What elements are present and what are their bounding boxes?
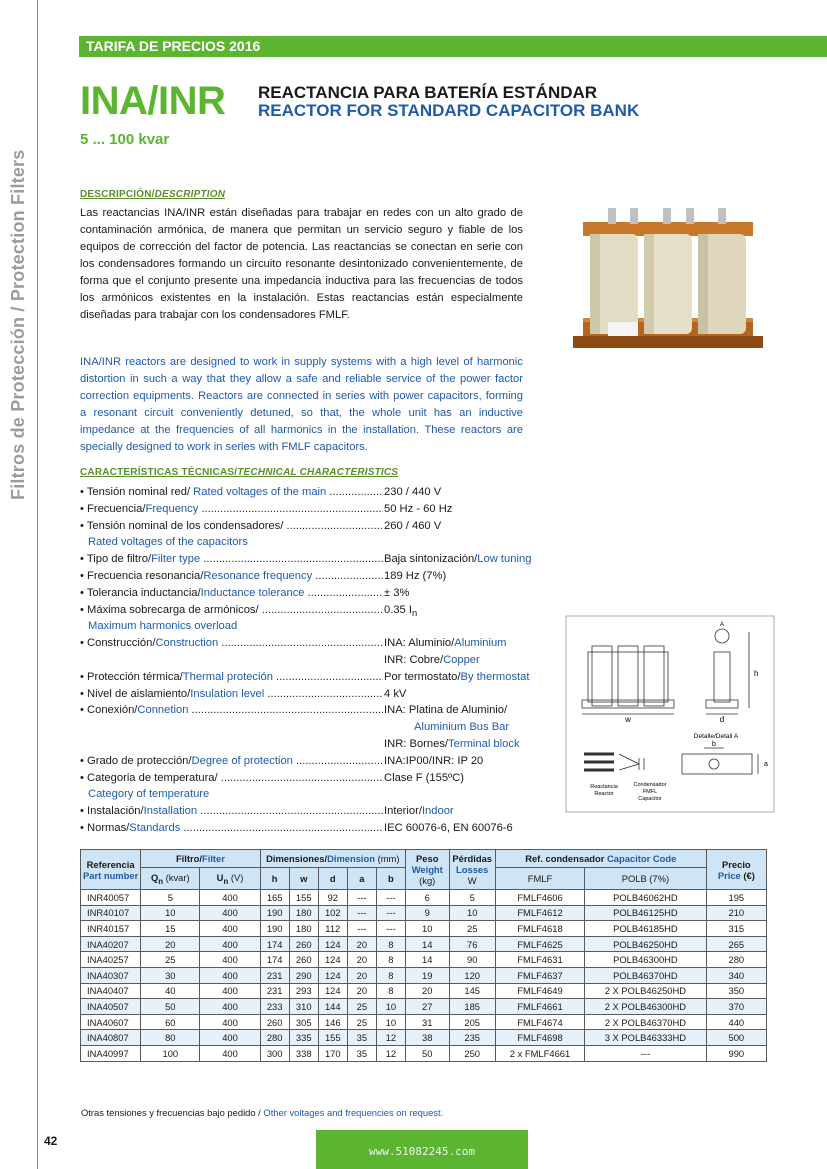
table-cell: INR40157 [81, 921, 141, 937]
col-price: Precio Price (€) [706, 850, 766, 890]
description-heading: DESCRIPCIÓN/DESCRIPTION [80, 189, 226, 200]
table-cell: 25 [347, 1014, 376, 1030]
spec-construction-inr: INR: Cobre/Copper [384, 653, 480, 666]
table-cell: 231 [260, 967, 289, 983]
col-fmlf: FMLF [495, 868, 584, 890]
spec-frequency: • Frecuencia/Frequency ..... 50 Hz - 60 Hz [80, 501, 560, 518]
table-cell: 5 [141, 890, 200, 906]
description-text-es: Las reactancias INA/INR están diseñadas para trabajar en redes con un alto grado de contaminación armónica, de manera que permitan un servicio seguro y fiable de los equipos de corrección del factor de potencia. Las reactancias se conectan en serie con los condensadores formando un circuito resonante desintonizado convenientemente, de forma que el conjunto presente una impedancia inductiva para las frecuencias de todos los armónicos existentes en la instalación. Estas reactancias están especialmente diseñadas para trabajar con los condensadores FMLF. [80, 207, 523, 321]
table-cell: 20 [347, 967, 376, 983]
table-cell: 250 [449, 1045, 495, 1061]
table-row [81, 905, 767, 921]
price-list-title: TARIFA DE PRECIOS 2016 [86, 38, 261, 54]
table-cell: 400 [200, 967, 260, 983]
table-cell: 10 [376, 999, 405, 1015]
table-cell: FMLF4698 [495, 1030, 584, 1046]
table-cell: 235 [449, 1030, 495, 1046]
table-cell: 315 [706, 921, 766, 937]
table-cell: 12 [376, 1045, 405, 1061]
table-cell: 14 [405, 936, 449, 952]
table-cell: FMLF4674 [495, 1014, 584, 1030]
table-cell: 124 [318, 936, 347, 952]
table-cell: 300 [260, 1045, 289, 1061]
spec-installation: • Instalación/Installation ..... Interior/Indoor [80, 803, 560, 820]
table-cell: 210 [706, 905, 766, 921]
table-cell: 174 [260, 936, 289, 952]
table-cell: 185 [449, 999, 495, 1015]
table-cell: 305 [289, 1014, 318, 1030]
table-cell: 310 [289, 999, 318, 1015]
col-polb: POLB (7%) [585, 868, 706, 890]
table-cell: 2 X POLB46250HD [585, 983, 706, 999]
table-cell: 280 [260, 1030, 289, 1046]
table-row [81, 1045, 767, 1061]
table-footnote: Otras tensiones y frecuencias bajo pedido / Other voltages and frequencies on request. [81, 1107, 444, 1118]
col-un: $U_n$ (V) [200, 868, 260, 890]
diagram-capacitor: Condensador FMFL Capacitor [633, 782, 667, 802]
table-row [81, 952, 767, 968]
table-cell: 112 [318, 921, 347, 937]
col-d: d [318, 868, 347, 890]
table-cell: INR40107 [81, 905, 141, 921]
col-ref: Referencia Part number [81, 850, 141, 890]
table-cell: 280 [706, 952, 766, 968]
website-url: www.51082245.com [369, 1145, 475, 1158]
table-cell: 6 [405, 890, 449, 906]
sidebar-title: Filtros de Protección / Protection Filters [8, 149, 28, 500]
table-cell: INA40807 [81, 1030, 141, 1046]
col-weight: Peso Weight (kg) [405, 850, 449, 890]
table-cell: INA40257 [81, 952, 141, 968]
diagram-label-h: h [754, 669, 759, 678]
spec-resonance-frequency: • Frecuencia resonancia/Resonance frequency ..... 189 Hz (7%) [80, 568, 560, 585]
table-cell: 170 [318, 1045, 347, 1061]
table-cell: INA40207 [81, 936, 141, 952]
reactor-photo [568, 200, 768, 370]
table-cell: 20 [347, 983, 376, 999]
table-cell: 8 [376, 936, 405, 952]
table-cell: 60 [141, 1014, 200, 1030]
table-cell: 25 [347, 999, 376, 1015]
table-cell: --- [585, 1045, 706, 1061]
table-cell: 400 [200, 905, 260, 921]
product-title-en: REACTOR FOR STANDARD CAPACITOR BANK [258, 101, 640, 120]
page-margin-line [37, 0, 38, 1169]
table-cell: 145 [449, 983, 495, 999]
table-cell: --- [376, 921, 405, 937]
table-cell: INA40997 [81, 1045, 141, 1061]
table-row [81, 967, 767, 983]
table-cell: 370 [706, 999, 766, 1015]
table-cell: 38 [405, 1030, 449, 1046]
spec-capacitor-voltage-en: Rated voltages of the capacitors [88, 536, 248, 549]
col-filter: Filtro/Filter [141, 850, 260, 868]
diagram-label-a2: a [764, 761, 768, 768]
price-table-body [81, 890, 767, 1062]
table-cell: POLB46300HD [585, 952, 706, 968]
table-cell: 9 [405, 905, 449, 921]
table-cell: FMLF4631 [495, 952, 584, 968]
table-cell: FMLF4606 [495, 890, 584, 906]
table-cell: 174 [260, 952, 289, 968]
table-cell: 10 [376, 1014, 405, 1030]
spec-connection-en: Aluminium Bus Bar [414, 721, 510, 734]
dimension-diagram [564, 614, 776, 814]
table-cell: 14 [405, 952, 449, 968]
col-capacitor: Ref. condensador Capacitor Code [495, 850, 706, 868]
table-cell: 100 [141, 1045, 200, 1061]
col-dimension: Dimensiones/Dimension (mm) [260, 850, 405, 868]
table-cell: INA40507 [81, 999, 141, 1015]
table-cell: 40 [141, 983, 200, 999]
spec-standards: • Normas/Standards ..... IEC 60076-6, EN 60076-6 [80, 820, 560, 837]
table-cell: 27 [405, 999, 449, 1015]
spec-temperature-category-en: Category of temperature [88, 788, 210, 801]
technical-specs [80, 484, 560, 837]
table-cell: --- [347, 890, 376, 906]
spec-temperature-category: • Categoria de temperatura/ ..... Clase F (155ºC) [80, 770, 560, 787]
spec-inductance-tolerance: • Tolerancia inductancia/Inductance tolerance ..... ± 3% [80, 585, 560, 602]
table-cell: 293 [289, 983, 318, 999]
table-cell: 400 [200, 1030, 260, 1046]
table-cell: FMLF4661 [495, 999, 584, 1015]
table-cell: 144 [318, 999, 347, 1015]
table-cell: INA40407 [81, 983, 141, 999]
spec-connection: • Conexión/Connetion ..... INA: Platina de Aluminio/ [80, 702, 560, 719]
table-cell: 290 [289, 967, 318, 983]
table-cell: POLB46062HD [585, 890, 706, 906]
table-cell: 8 [376, 983, 405, 999]
table-cell: --- [347, 921, 376, 937]
table-cell: POLB46370HD [585, 967, 706, 983]
table-cell: 20 [405, 983, 449, 999]
table-cell: --- [376, 905, 405, 921]
table-cell: 102 [318, 905, 347, 921]
product-model: INA/INR [80, 79, 226, 123]
table-cell: 19 [405, 967, 449, 983]
table-cell: 25 [141, 952, 200, 968]
table-cell: 990 [706, 1045, 766, 1061]
table-cell: 50 [405, 1045, 449, 1061]
table-cell: 20 [141, 936, 200, 952]
table-row [81, 999, 767, 1015]
table-cell: 231 [260, 983, 289, 999]
table-cell: 20 [347, 936, 376, 952]
diagram-label-a: A [719, 622, 725, 628]
table-cell: FMLF4637 [495, 967, 584, 983]
col-losses: Pérdidas Losses W [449, 850, 495, 890]
table-cell: POLB46125HD [585, 905, 706, 921]
table-cell: 205 [449, 1014, 495, 1030]
table-cell: 25 [449, 921, 495, 937]
product-title-es: REACTANCIA PARA BATERÍA ESTÁNDAR [258, 83, 598, 102]
diagram-label-d: d [719, 715, 725, 724]
table-cell: 350 [706, 983, 766, 999]
description-text-en: INA/INR reactors are designed to work in supply systems with a high level of harmonic distortion in such a way that they allow a safe and reliable service of the power factor correction equipments. Reactors are connected in series with power capacitors, forming a resonant circuit conveniently detuned, so that, the whole unit has an inductive impedance at the frequencies of all harmonics in the installation. These reactors are specially designed to work in series with FMLF capacitors. [80, 356, 523, 453]
table-cell: 260 [289, 936, 318, 952]
table-cell: 335 [289, 1030, 318, 1046]
table-cell: 80 [141, 1030, 200, 1046]
table-cell: 233 [260, 999, 289, 1015]
table-cell: 400 [200, 1014, 260, 1030]
table-cell: 120 [449, 967, 495, 983]
table-cell: FMLF4625 [495, 936, 584, 952]
table-cell: 400 [200, 999, 260, 1015]
table-cell: 400 [200, 936, 260, 952]
table-cell: 76 [449, 936, 495, 952]
diagram-reactor: Reactancia Reactor [590, 784, 618, 797]
diagram-label-b: b [712, 741, 716, 748]
table-cell: 10 [449, 905, 495, 921]
table-cell: FMLF4618 [495, 921, 584, 937]
table-cell: 260 [289, 952, 318, 968]
table-cell: POLB46185HD [585, 921, 706, 937]
table-cell: 165 [260, 890, 289, 906]
table-cell: 10 [141, 905, 200, 921]
table-row [81, 983, 767, 999]
spec-rated-voltage: • Tensión nominal red/ Rated voltages of the main ..... 230 / 440 V [80, 484, 560, 501]
col-qn: $Q_n$ (kvar) [141, 868, 200, 890]
table-row [81, 890, 767, 906]
table-cell: 30 [141, 967, 200, 983]
table-cell: 195 [706, 890, 766, 906]
spec-harmonics-overload-en: Maximum harmonics overload [88, 620, 238, 633]
table-cell: 180 [289, 905, 318, 921]
table-cell: 340 [706, 967, 766, 983]
diagram-label-w: w [625, 715, 631, 724]
table-cell: 3 X POLB46333HD [585, 1030, 706, 1046]
table-cell: 50 [141, 999, 200, 1015]
table-cell: --- [347, 905, 376, 921]
spec-capacitor-voltage: • Tensión nominal de los condensadores/ ..... 260 / 460 V [80, 518, 560, 535]
col-h: h [260, 868, 289, 890]
spec-degree-protection: • Grado de protección/Degree of protection ..... INA:IP00/INR: IP 20 [80, 753, 560, 770]
table-cell: 31 [405, 1014, 449, 1030]
table-cell: 8 [376, 967, 405, 983]
table-cell: 180 [289, 921, 318, 937]
table-cell: 12 [376, 1030, 405, 1046]
spec-filter-type: • Tipo de filtro/Filter type ..... Baja sintonización/Low tuning [80, 551, 560, 568]
product-range: 5 ... 100 kvar [80, 131, 170, 148]
spec-harmonics-overload: • Máxima sobrecarga de armónicos/ ..... 0.35 $I_n$ [80, 602, 560, 619]
col-w: w [289, 868, 318, 890]
table-cell: 400 [200, 921, 260, 937]
table-cell: 400 [200, 1045, 260, 1061]
table-cell: INA40307 [81, 967, 141, 983]
table-cell: --- [376, 890, 405, 906]
table-cell: 35 [347, 1030, 376, 1046]
table-cell: INR40057 [81, 890, 141, 906]
table-cell: 146 [318, 1014, 347, 1030]
website-band [316, 1130, 528, 1169]
diagram-detail: Detalle/Detail A [693, 733, 739, 740]
price-table [80, 849, 767, 1062]
table-cell: POLB46250HD [585, 936, 706, 952]
table-cell: 155 [289, 890, 318, 906]
table-cell: 124 [318, 983, 347, 999]
table-cell: 190 [260, 905, 289, 921]
col-b: b [376, 868, 405, 890]
table-cell: 92 [318, 890, 347, 906]
page-number: 42 [44, 1134, 58, 1148]
table-cell: 15 [141, 921, 200, 937]
table-cell: 400 [200, 890, 260, 906]
table-row [81, 1014, 767, 1030]
header-band [79, 36, 827, 57]
spec-construction: • Construcción/Construction ..... INA: Aluminio/Aluminium [80, 635, 560, 652]
table-cell: 338 [289, 1045, 318, 1061]
table-cell: 2 x FMLF4661 [495, 1045, 584, 1061]
table-cell: 2 X POLB46370HD [585, 1014, 706, 1030]
table-cell: 35 [347, 1045, 376, 1061]
table-row [81, 921, 767, 937]
spec-thermal-protection: • Protección térmica/Thermal proteción ..... Por termostato/By thermostat [80, 669, 560, 686]
table-cell: 124 [318, 967, 347, 983]
table-cell: 20 [347, 952, 376, 968]
table-cell: 5 [449, 890, 495, 906]
table-cell: 155 [318, 1030, 347, 1046]
table-cell: 440 [706, 1014, 766, 1030]
table-cell: 265 [706, 936, 766, 952]
table-cell: 10 [405, 921, 449, 937]
table-row [81, 1030, 767, 1046]
table-cell: 124 [318, 952, 347, 968]
table-cell: FMLF4649 [495, 983, 584, 999]
table-cell: 260 [260, 1014, 289, 1030]
table-cell: 190 [260, 921, 289, 937]
spec-connection-inr: INR: Bornes/Terminal block [384, 737, 520, 750]
technical-heading: CARACTERÍSTICAS TÉCNICAS/TECHNICAL CHARACTERISTICS [80, 467, 399, 478]
table-cell: INA40607 [81, 1014, 141, 1030]
table-cell: FMLF4612 [495, 905, 584, 921]
table-row [81, 936, 767, 952]
table-cell: 90 [449, 952, 495, 968]
table-cell: 8 [376, 952, 405, 968]
table-cell: 400 [200, 952, 260, 968]
table-cell: 500 [706, 1030, 766, 1046]
table-cell: 2 X POLB46300HD [585, 999, 706, 1015]
col-a: a [347, 868, 376, 890]
table-cell: 400 [200, 983, 260, 999]
spec-insulation-level: • Nivel de aislamiento/Insulation level ..... 4 kV [80, 686, 560, 703]
